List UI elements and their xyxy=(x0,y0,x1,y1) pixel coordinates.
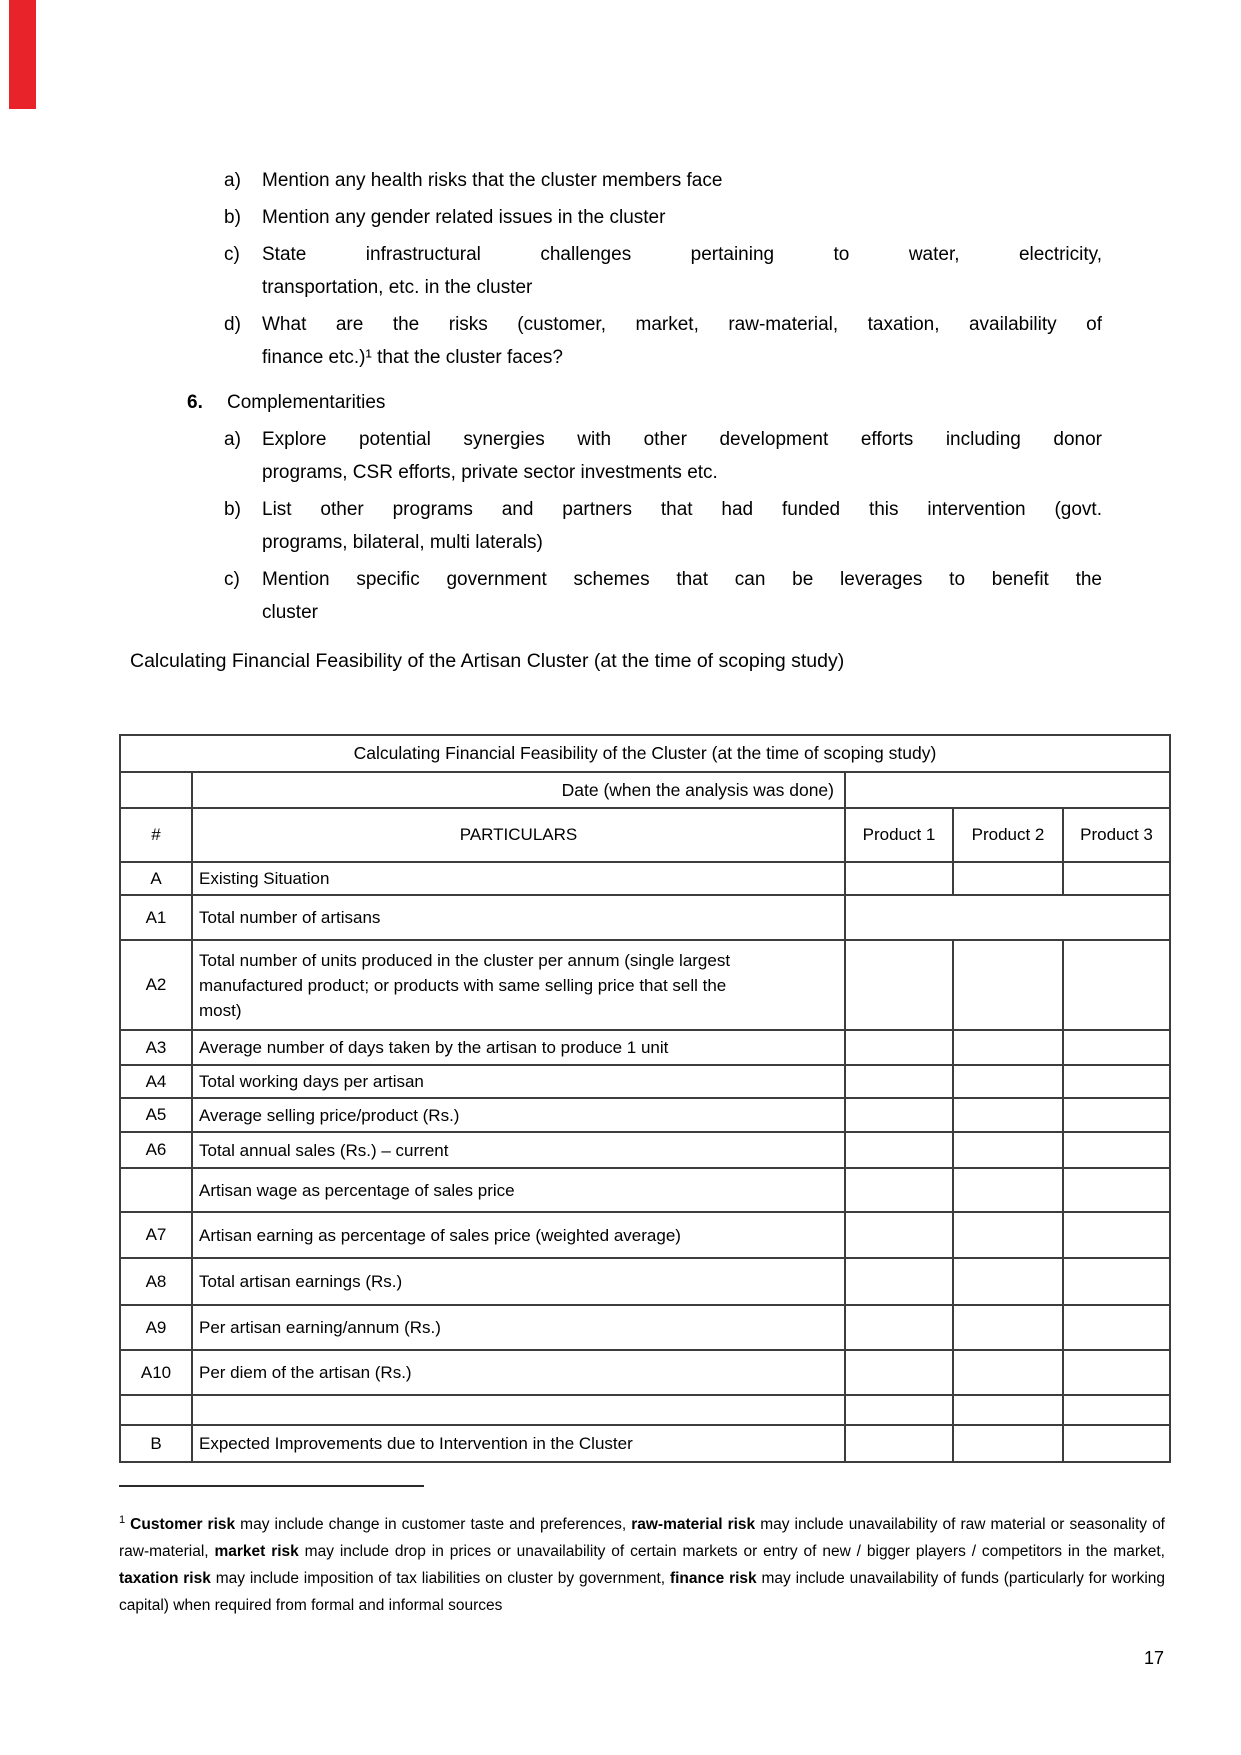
table-row xyxy=(120,1305,1170,1350)
list-marker: c) xyxy=(224,244,240,265)
row-id-cell: A2 xyxy=(120,940,192,1030)
list-marker: c) xyxy=(224,569,240,590)
feasibility-table xyxy=(119,734,1171,1463)
section-number: 6. xyxy=(187,392,203,413)
row-id-cell: B xyxy=(120,1425,192,1462)
table-header-row xyxy=(120,808,1170,862)
list-marker: b) xyxy=(224,499,241,520)
row-id-cell xyxy=(120,1395,192,1425)
row-label-cell: Total working days per artisan xyxy=(192,1065,845,1098)
value-cell xyxy=(953,1395,1063,1425)
table-row xyxy=(120,1395,1170,1425)
row-label-cell: Total number of artisans xyxy=(192,895,845,940)
list-item-text: What are the risks (customer, market, raw-material, taxation, availability of finance etc.)¹ that the cluster faces? xyxy=(262,314,1102,368)
value-cell xyxy=(1063,1395,1170,1425)
value-cell xyxy=(953,1098,1063,1132)
row-id-cell xyxy=(120,1168,192,1212)
value-cell xyxy=(953,1168,1063,1212)
value-cell-merged xyxy=(845,895,1170,940)
value-cell xyxy=(1063,1425,1170,1462)
value-cell xyxy=(1063,1350,1170,1395)
list-item xyxy=(224,423,1102,489)
intro-list xyxy=(224,164,1102,374)
value-cell xyxy=(845,1395,953,1425)
table-row xyxy=(120,1258,1170,1305)
section-6-heading xyxy=(187,386,1241,419)
list-item xyxy=(224,238,1102,304)
list-item xyxy=(224,164,1102,197)
product-1-header: Product 1 xyxy=(845,808,953,862)
row-id-cell: A1 xyxy=(120,895,192,940)
row-label-cell: Average selling price/product (Rs.) xyxy=(192,1098,845,1132)
list-marker: d) xyxy=(224,314,241,335)
list-item xyxy=(224,563,1102,629)
section-6-list xyxy=(224,423,1102,629)
content-flow xyxy=(0,164,1241,1463)
section-title: Complementarities xyxy=(227,392,386,413)
col-particulars-header: PARTICULARS xyxy=(192,808,845,862)
page-number: 17 xyxy=(1143,1648,1164,1668)
value-cell xyxy=(953,1212,1063,1258)
list-item-text: Mention specific government schemes that can be leverages to benefit the cluster xyxy=(262,569,1102,623)
list-item xyxy=(224,308,1102,374)
list-marker: a) xyxy=(224,170,241,191)
table-row xyxy=(120,1132,1170,1168)
list-marker: b) xyxy=(224,207,241,228)
table-title: Calculating Financial Feasibility of the Cluster (at the time of scoping study) xyxy=(120,735,1170,772)
doc-heading: Calculating Financial Feasibility of the Artisan Cluster (at the time of scoping study) xyxy=(130,650,845,672)
empty-cell xyxy=(120,772,192,808)
row-label-cell: Artisan wage as percentage of sales price xyxy=(192,1168,845,1212)
value-cell xyxy=(845,1258,953,1305)
table-row xyxy=(120,1098,1170,1132)
value-cell xyxy=(845,1305,953,1350)
list-item-text: Explore potential synergies with other development efforts including donor programs, CSR efforts, private sector investments etc. xyxy=(262,429,1102,483)
value-cell xyxy=(845,1212,953,1258)
list-item xyxy=(224,493,1102,559)
value-cell xyxy=(845,1350,953,1395)
date-label: Date (when the analysis was done) xyxy=(192,772,845,808)
value-cell xyxy=(953,1350,1063,1395)
table-row xyxy=(120,1030,1170,1065)
row-id-cell: A6 xyxy=(120,1132,192,1168)
value-cell xyxy=(953,1258,1063,1305)
value-cell xyxy=(845,940,953,1030)
table-row xyxy=(120,1065,1170,1098)
row-label-cell: Total annual sales (Rs.) – current xyxy=(192,1132,845,1168)
value-cell xyxy=(953,1305,1063,1350)
table-date-row xyxy=(120,772,1170,808)
row-id-cell: A8 xyxy=(120,1258,192,1305)
value-cell xyxy=(1063,862,1170,895)
list-item-text: List other programs and partners that had funded this intervention (govt. programs, bilateral, multi laterals) xyxy=(262,499,1102,553)
value-cell xyxy=(845,862,953,895)
table-row xyxy=(120,1168,1170,1212)
value-cell xyxy=(1063,1098,1170,1132)
value-cell xyxy=(1063,1132,1170,1168)
row-label-cell: Per diem of the artisan (Rs.) xyxy=(192,1350,845,1395)
value-cell xyxy=(953,1425,1063,1462)
value-cell xyxy=(845,1098,953,1132)
row-id-cell: A7 xyxy=(120,1212,192,1258)
table-row xyxy=(120,1350,1170,1395)
value-cell xyxy=(1063,1168,1170,1212)
red-marker xyxy=(9,0,36,109)
footnote-rule xyxy=(119,1485,424,1487)
value-cell xyxy=(845,1132,953,1168)
row-label-cell: Total artisan earnings (Rs.) xyxy=(192,1258,845,1305)
row-id-cell: A4 xyxy=(120,1065,192,1098)
table-row xyxy=(120,862,1170,895)
list-marker: a) xyxy=(224,429,241,450)
list-item-text: Mention any health risks that the cluster members face xyxy=(262,170,723,191)
value-cell xyxy=(1063,1030,1170,1065)
row-id-cell: A9 xyxy=(120,1305,192,1350)
value-cell xyxy=(953,862,1063,895)
value-cell xyxy=(1063,1258,1170,1305)
footnote xyxy=(119,1485,1165,1619)
value-cell xyxy=(845,1030,953,1065)
product-3-header: Product 3 xyxy=(1063,808,1170,862)
row-label-cell: Artisan earning as percentage of sales price (weighted average) xyxy=(192,1212,845,1258)
list-item xyxy=(224,201,1102,234)
value-cell xyxy=(1063,1065,1170,1098)
row-label-cell: Expected Improvements due to Intervention in the Cluster xyxy=(192,1425,845,1462)
table-body xyxy=(120,862,1170,1462)
col-num-header: # xyxy=(120,808,192,862)
row-label-cell xyxy=(192,1395,845,1425)
value-cell xyxy=(953,1132,1063,1168)
table-row xyxy=(120,940,1170,1030)
value-cell xyxy=(845,1168,953,1212)
product-2-header: Product 2 xyxy=(953,808,1063,862)
value-cell xyxy=(953,940,1063,1030)
value-cell xyxy=(845,1425,953,1462)
table-title-row xyxy=(120,735,1170,772)
row-id-cell: A xyxy=(120,862,192,895)
row-id-cell: A3 xyxy=(120,1030,192,1065)
row-id-cell: A5 xyxy=(120,1098,192,1132)
value-cell xyxy=(953,1065,1063,1098)
value-cell xyxy=(953,1030,1063,1065)
table-row xyxy=(120,895,1170,940)
value-cell xyxy=(845,1065,953,1098)
row-label-cell: Per artisan earning/annum (Rs.) xyxy=(192,1305,845,1350)
row-label-cell: Average number of days taken by the artisan to produce 1 unit xyxy=(192,1030,845,1065)
date-value-cell xyxy=(845,772,1170,808)
row-label-cell: Total number of units produced in the cluster per annum (single largest manufactured product; or products with same selling price that sell the most) xyxy=(192,940,845,1030)
row-id-cell: A10 xyxy=(120,1350,192,1395)
row-label-cell: Existing Situation xyxy=(192,862,845,895)
value-cell xyxy=(1063,940,1170,1030)
table-row xyxy=(120,1425,1170,1462)
value-cell xyxy=(1063,1212,1170,1258)
value-cell xyxy=(1063,1305,1170,1350)
list-item-text: Mention any gender related issues in the cluster xyxy=(262,207,666,228)
list-item-text: State infrastructural challenges pertaining to water, electricity, transportation, etc. in the cluster xyxy=(262,244,1102,298)
table-row xyxy=(120,1212,1170,1258)
footnote-text: $^1$ Customer risk may include change in customer taste and preferences, raw-material risk may include unavailability of raw material or seasonality of raw-material, market risk may include drop in prices or unavailability of certain markets or entry of new / bigger players / competitors in the market, taxation risk may include imposition of tax liabilities on cluster by government, finance risk may include unavailability of funds (particularly for working capital) when required from formal and informal sources xyxy=(119,1513,1166,1614)
